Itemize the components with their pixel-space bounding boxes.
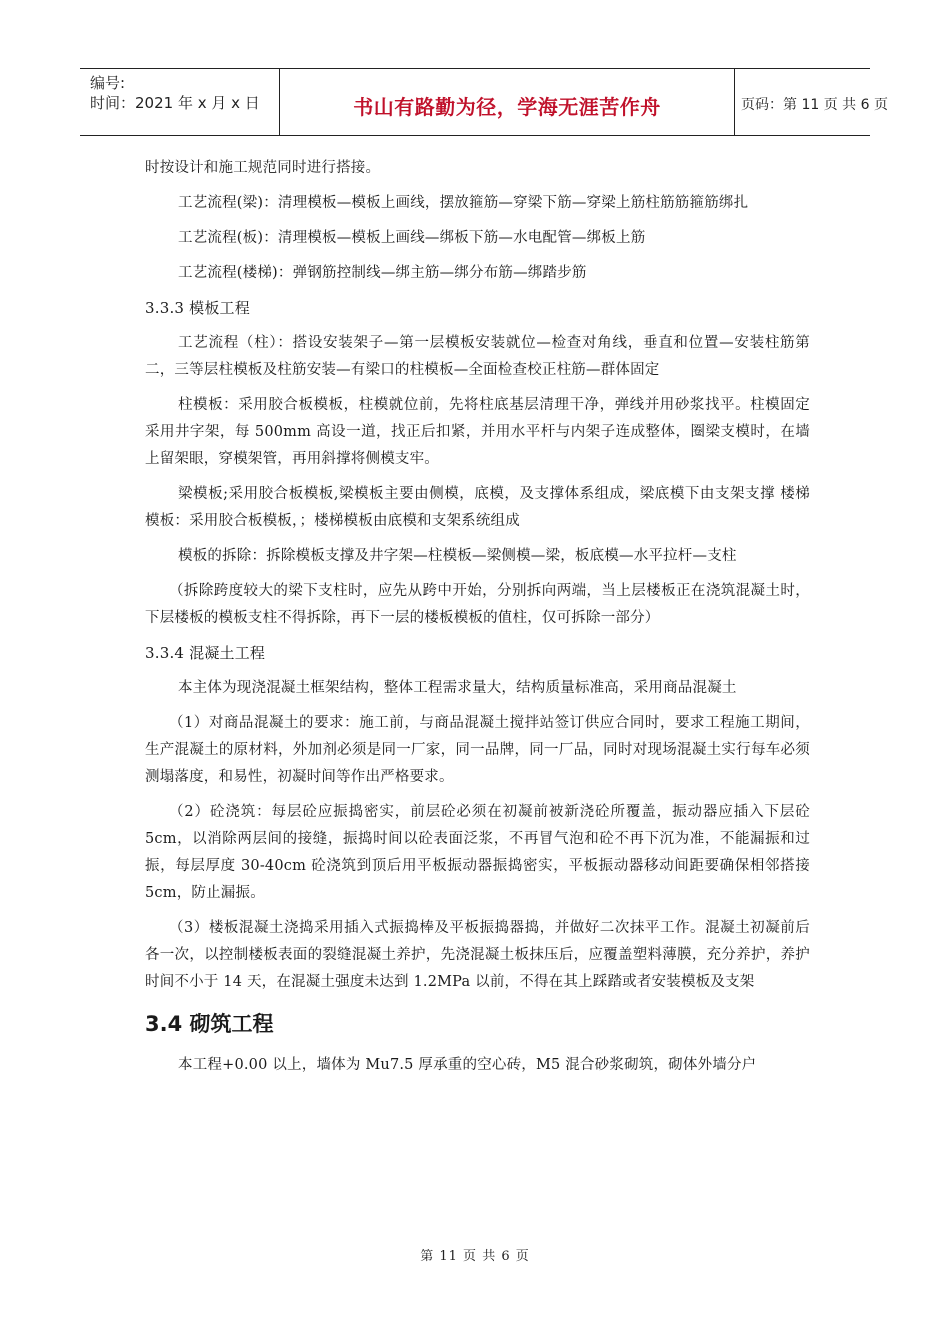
paragraph: （1）对商品混凝土的要求：施工前，与商品混凝土搅拌站签订供应合同时，要求工程施工期间，生产混凝土的原材料，外加剂必须是同一厂家，同一品牌，同一厂品，同时对现场混凝土实行每车必须测塌落度，和易性，初凝时间等作出严格要求。	[145, 715, 810, 785]
paragraph: 本工程+0.00 以上，墙体为 Mu7.5 厚承重的空心砖，M5 混合砂浆砌筑，砌体外墙分户	[178, 1057, 757, 1073]
paragraph: （2）砼浇筑：每层砼应振捣密实，前层砼必须在初凝前被新浇砼所覆盖，振动器应插入下层砼 5cm，以消除两层间的接缝，振捣时间以砼表面泛浆，不再冒气泡和砼不再下沉为准，不能漏振和过振，每层厚度 30-40cm 砼浇筑到顶后用平板振动器振捣密实，平板振动器移动间距要确保相邻搭接 5cm，防止漏振。	[145, 804, 810, 901]
header-info-cell	[80, 69, 280, 135]
doc-number-label: 编号:	[90, 74, 126, 92]
document-body	[145, 155, 810, 1087]
paragraph: 工艺流程（柱）：搭设安装架子—第一层模板安装就位—检查对角线，垂直和位置—安装柱筋第二，三等层柱模板及柱筋安装—有梁口的柱模板—全面检查校正柱筋—群体固定	[145, 335, 810, 378]
paragraph: 本主体为现浇混凝土框架结构，整体工程需求量大，结构质量标准高，采用商品混凝土	[178, 680, 737, 696]
paragraph: 柱模板：采用胶合板模板，柱模就位前，先将柱底基层清理干净，弹线并用砂浆找平。柱模固定采用井字架，每 500mm 高设一道，找正后扣紧，并用水平杆与内架子连成整体，圈梁支模时，在墙上留架眼，穿模架管，再用斜撑将侧模支牢。	[145, 397, 810, 467]
section-heading-3-3-3: 3.3.3 模板工程	[145, 299, 250, 317]
paragraph: 梁模板;采用胶合板模板,梁模板主要由侧模，底模，及支撑体系组成，梁底模下由支架支撑 楼梯模板：采用胶合板模板，；楼梯模板由底模和支架系统组成	[145, 486, 810, 529]
header-page-cell	[735, 69, 888, 135]
paragraph: 工艺流程(楼梯)：弹钢筋控制线—绑主筋—绑分布筋—绑踏步筋	[178, 265, 587, 281]
header-motto: 书山有路勤为径，学海无涯苦作舟	[353, 95, 661, 119]
section-heading-3-4: 3.4 砌筑工程	[145, 1012, 274, 1036]
paragraph: 模板的拆除：拆除模板支撑及井字架—柱模板—梁侧模—梁，板底模—水平拉杆—支柱	[178, 548, 737, 564]
header-page-number: 页码：第 11 页 共 6 页	[741, 97, 888, 113]
section-heading-3-3-4: 3.3.4 混凝土工程	[145, 644, 266, 662]
page-header	[80, 68, 888, 136]
paragraph: （拆除跨度较大的梁下支柱时，应先从跨中开始，分别拆向两端，当上层楼板正在浇筑混凝土时，下层楼板的模板支柱不得拆除，再下一层的楼板模板的值柱，仅可拆除一部分）	[145, 583, 810, 626]
paragraph: （3）楼板混凝土浇捣采用插入式振捣棒及平板振捣器捣，并做好二次抹平工作。混凝土初凝前后各一次，以控制楼板表面的裂缝混凝土养护，先浇混凝土板抹压后，应覆盖塑料薄膜，充分养护，养护时间不小于 14 天，在混凝土强度未达到 1.2MPa 以前，不得在其上踩踏或者安装模板及支架	[145, 920, 810, 990]
paragraph: 工艺流程(梁)：清理模板—模板上画线，摆放箍筋—穿梁下筋—穿梁上筋柱筋筋箍筋绑扎	[178, 195, 749, 211]
page-footer: 第 11 页 共 6 页	[420, 1249, 530, 1264]
paragraph: 工艺流程(板)：清理模板—模板上画线—绑板下筋—水电配管—绑板上筋	[178, 230, 646, 246]
doc-date-label: 时间：2021 年 x 月 x 日	[90, 94, 260, 112]
header-motto-cell	[280, 69, 735, 135]
paragraph: 时按设计和施工规范同时进行搭接。	[145, 160, 381, 176]
